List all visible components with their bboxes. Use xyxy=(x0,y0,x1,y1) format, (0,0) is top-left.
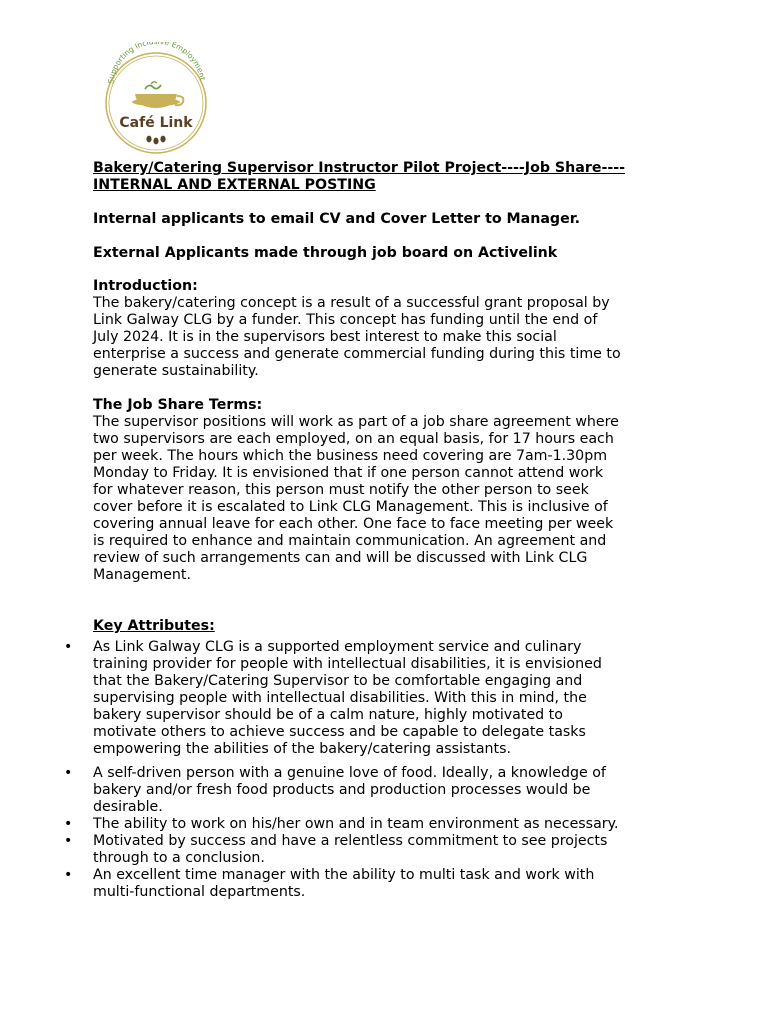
job-share-line: per week. The hours which the business need covering are 7am-1.30pm xyxy=(93,448,608,464)
title-line-1: Bakery/Catering Supervisor Instructor Pilot Project----Job Share---- xyxy=(93,160,625,176)
job-share-line: for whatever reason, this person must notify the other person to seek xyxy=(93,482,589,498)
list-item-line: Motivated by success and have a relentless commitment to see projects xyxy=(93,833,608,849)
job-share-line: review of such arrangements can and will be discussed with Link CLG xyxy=(93,550,588,566)
list-item-line: motivate others to achieve success and be capable to delegate tasks xyxy=(93,724,586,740)
key-attributes-heading: Key Attributes: xyxy=(93,618,215,634)
list-item-line: that the Bakery/Catering Supervisor to be comfortable engaging and xyxy=(93,673,583,689)
introduction-line: The bakery/catering concept is a result of a successful grant proposal by xyxy=(93,295,610,311)
list-item-line: bakery supervisor should be of a calm nature, highly motivated to xyxy=(93,707,563,723)
cafe-link-logo xyxy=(93,42,219,160)
bullet-icon: • xyxy=(64,816,73,832)
list-item-line: training provider for people with intellectual disabilities, it is envisioned xyxy=(93,656,602,672)
list-item xyxy=(64,867,693,901)
logo-name: Café Link xyxy=(119,115,193,131)
logo-arc-text: Supporting Incl e Employment xyxy=(106,42,208,85)
list-item-line: The ability to work on his/her own and in team environment as necessary. xyxy=(93,816,619,832)
list-item xyxy=(64,833,693,867)
internal-note: Internal applicants to email CV and Cover Letter to Manager. xyxy=(93,211,581,227)
bullet-icon: • xyxy=(64,765,73,781)
list-item xyxy=(64,816,693,833)
job-share-line: Monday to Friday. It is envisioned that if one person cannot attend work xyxy=(93,465,604,481)
list-item-line: multi-functional departments. xyxy=(93,884,306,900)
bullet-icon: • xyxy=(64,833,73,849)
bullet-icon: • xyxy=(64,639,73,655)
title-line-2: INTERNAL AND EXTERNAL POSTING xyxy=(93,177,376,193)
list-item-line: through to a conclusion. xyxy=(93,850,265,866)
external-note: External Applicants made through job board on Activelink xyxy=(93,245,558,261)
job-share-line: two supervisors are each employed, on an equal basis, for 17 hours each xyxy=(93,431,614,447)
list-item-line: desirable. xyxy=(93,799,163,815)
list-item-line: As Link Galway CLG is a supported employment service and culinary xyxy=(93,639,582,655)
job-posting-document xyxy=(64,160,693,901)
job-share-heading: The Job Share Terms: xyxy=(93,397,263,413)
introduction-line: enterprise a success and generate commercial funding during this time to xyxy=(93,346,621,362)
list-item-line: An excellent time manager with the ability to multi task and work with xyxy=(93,867,595,883)
job-share-line: covering annual leave for each other. One face to face meeting per week xyxy=(93,516,614,532)
introduction-heading: Introduction: xyxy=(93,278,198,294)
list-item xyxy=(64,765,693,816)
list-item-line: A self-driven person with a genuine love of food. Ideally, a knowledge of xyxy=(93,765,606,781)
job-share-line: cover before it is escalated to Link CLG Management. This is inclusive of xyxy=(93,499,608,515)
key-attributes-list xyxy=(64,639,693,901)
job-share-line: The supervisor positions will work as part of a job share agreement where xyxy=(93,414,619,430)
job-share-line: is required to enhance and maintain communication. An agreement and xyxy=(93,533,607,549)
job-share-line: Management. xyxy=(93,567,191,583)
list-item-line: supervising people with intellectual disabilities. With this in mind, the xyxy=(93,690,587,706)
list-item-line: empowering the abilities of the bakery/catering assistants. xyxy=(93,741,512,757)
list-item xyxy=(64,639,693,758)
bullet-icon: • xyxy=(64,867,73,883)
list-item-line: bakery and/or fresh food products and production processes would be xyxy=(93,782,591,798)
introduction-line: Link Galway CLG by a funder. This concept has funding until the end of xyxy=(93,312,598,328)
introduction-line: July 2024. It is in the supervisors best interest to make this social xyxy=(93,329,557,345)
introduction-line: generate sustainability. xyxy=(93,363,259,379)
